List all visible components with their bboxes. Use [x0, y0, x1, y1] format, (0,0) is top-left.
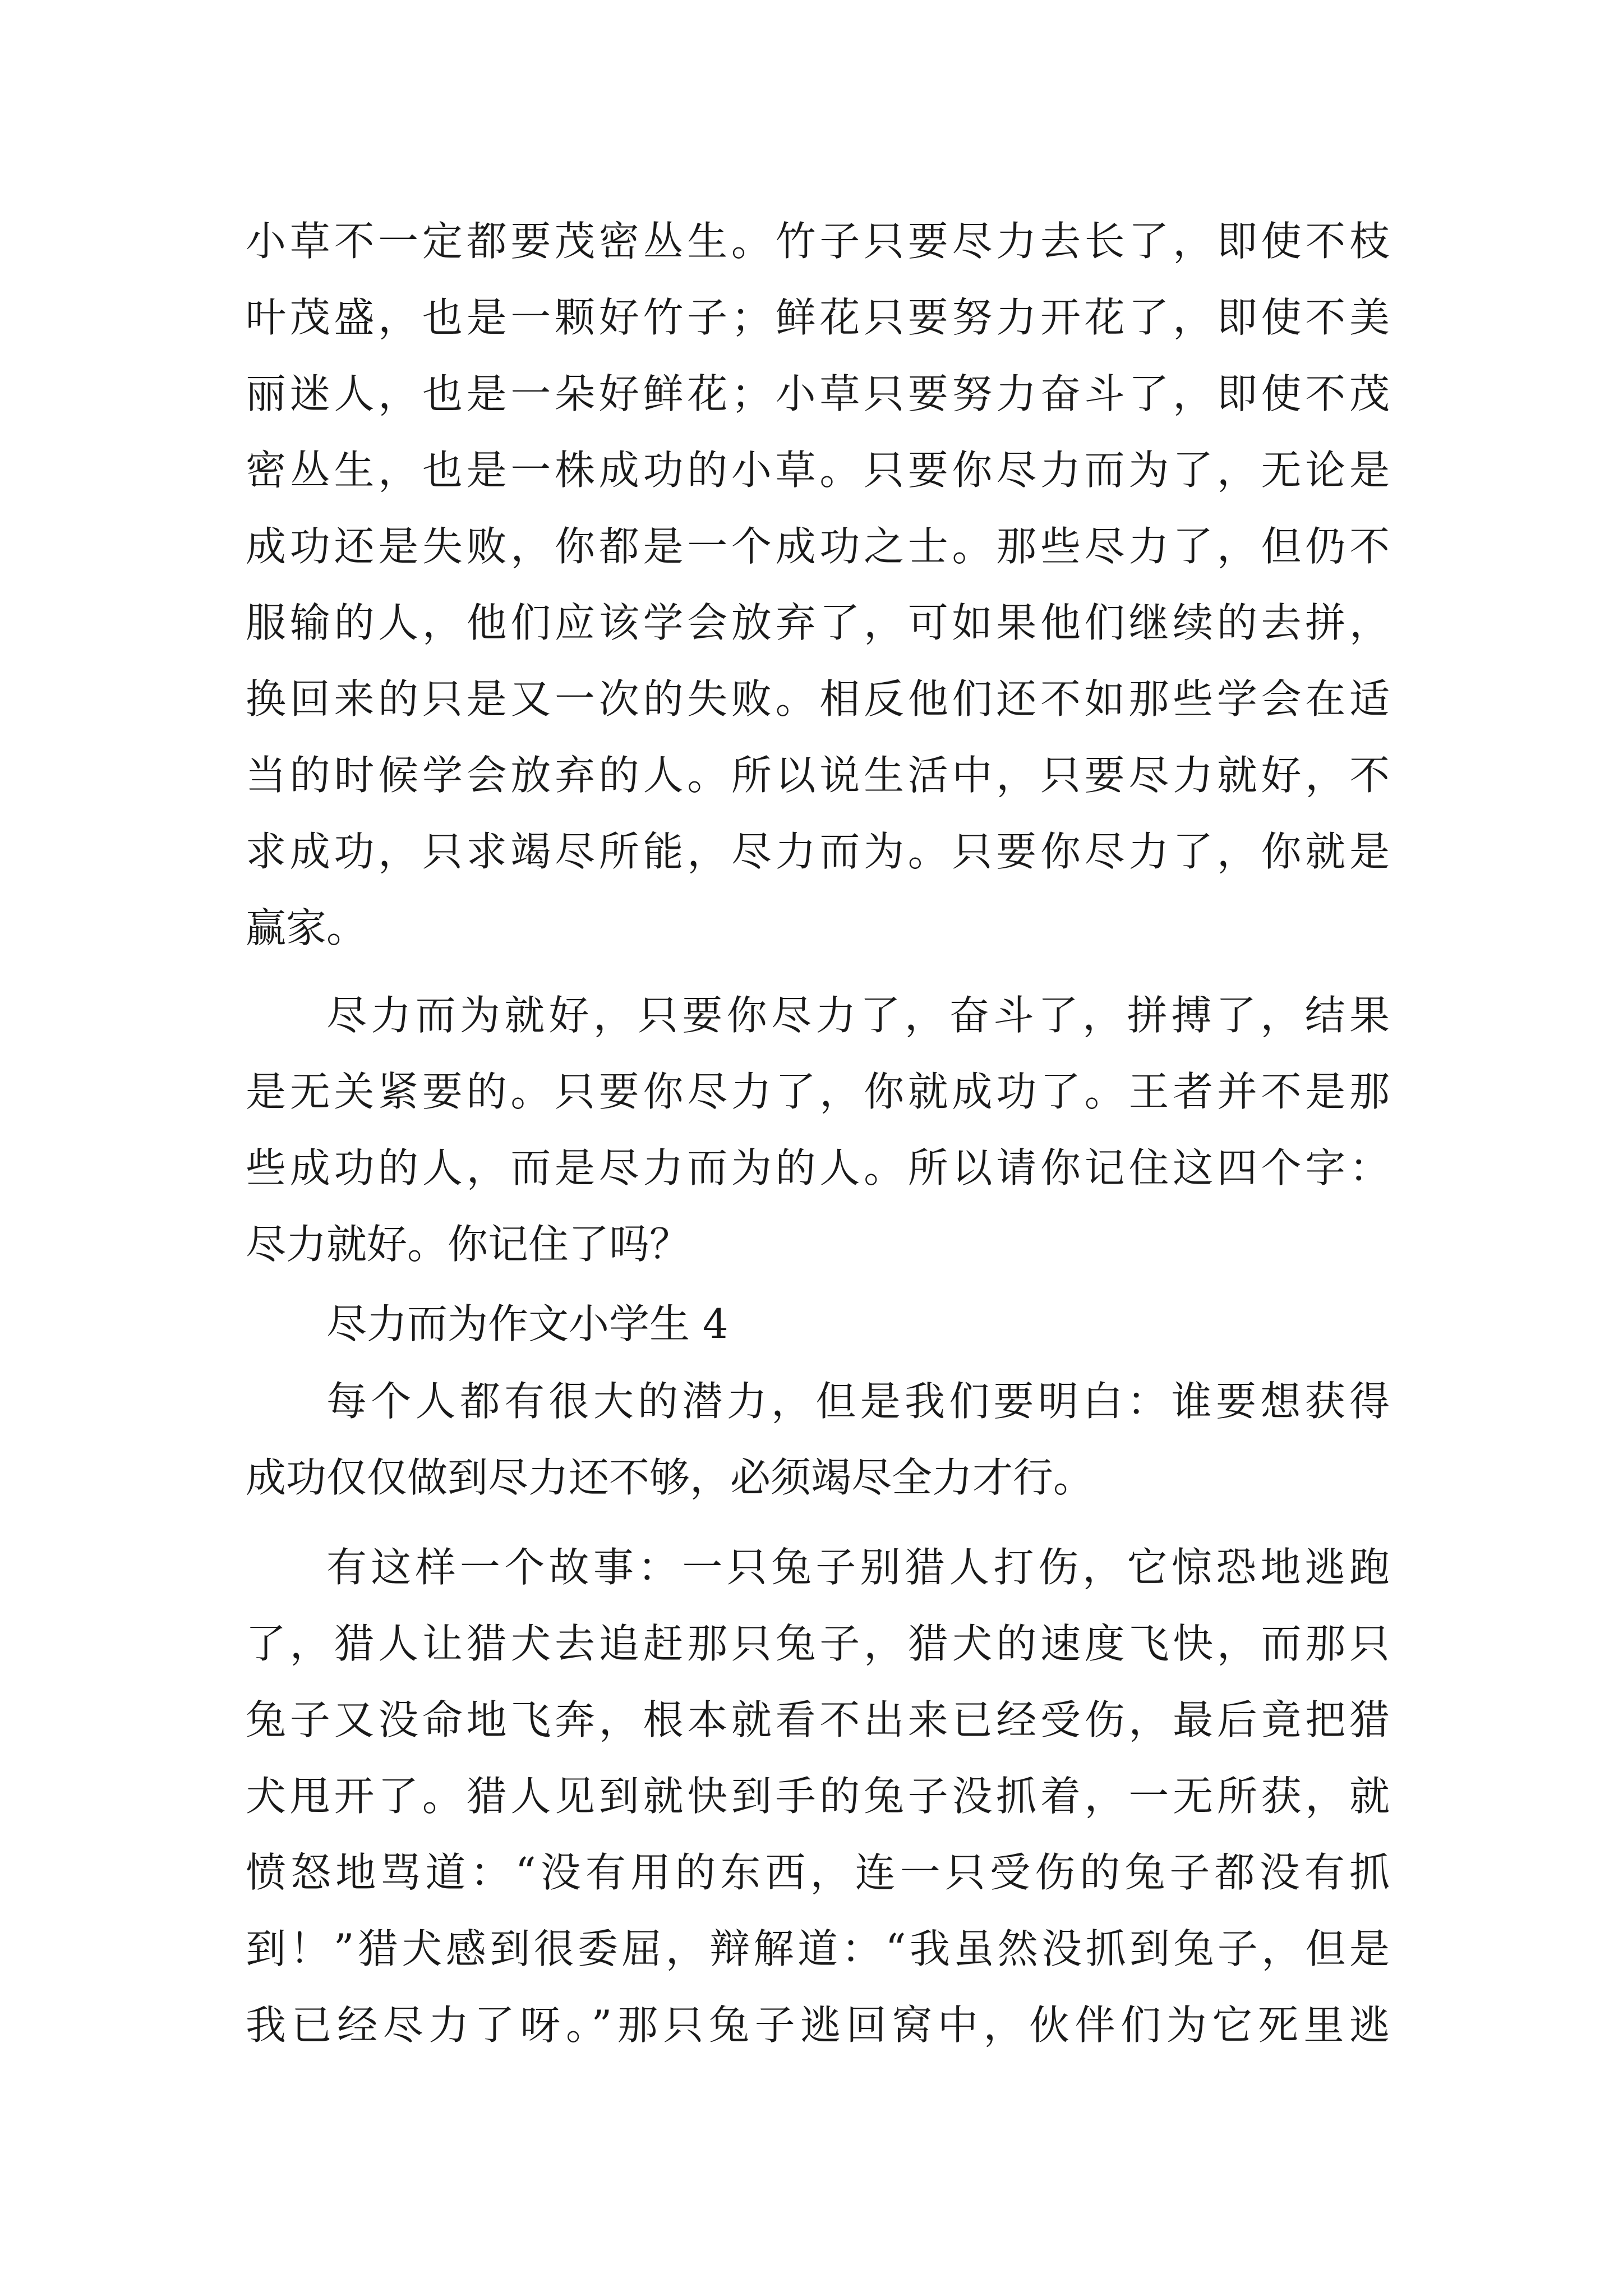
text-line: 小草不一定都要茂密丛生。竹子只要尽力去长了，即使不枝: [246, 218, 1390, 265]
text-line: 丽迷人，也是一朵好鲜花；小草只要努力奋斗了，即使不茂: [246, 370, 1390, 417]
paragraph-first-line: 有这样一个故事：一只兔子别猎人打伤，它惊恐地逃跑: [326, 1544, 1390, 1591]
text-line: 成功仅仅做到尽力还不够，必须竭尽全力才行。: [246, 1454, 1094, 1501]
text-line: 求成功，只求竭尽所能，尽力而为。只要你尽力了，你就是: [246, 828, 1390, 875]
text-line: 些成功的人，而是尽力而为的人。所以请你记住这四个字：: [246, 1144, 1390, 1191]
text-line: 密丛生，也是一株成功的小草。只要你尽力而为了，无论是: [246, 447, 1390, 494]
text-line: 犬甩开了。猎人见到就快到手的兔子没抓着，一无所获，就: [246, 1773, 1390, 1820]
paragraph-first-line: 尽力而为就好，只要你尽力了，奋斗了，拼搏了，结果: [326, 992, 1390, 1039]
text-line: 愤怒地骂道：“没有用的东西，连一只受伤的兔子都没有抓: [246, 1849, 1390, 1896]
text-line: 赢家。: [246, 904, 367, 951]
text-line: 换回来的只是又一次的失败。相反他们还不如那些学会在适: [246, 675, 1390, 723]
text-line: 服输的人，他们应该学会放弃了，可如果他们继续的去拼，: [246, 599, 1390, 646]
text-line: 当的时候学会放弃的人。所以说生活中，只要尽力就好，不: [246, 752, 1390, 799]
text-line: 我已经尽力了呀。”那只兔子逃回窝中，伙伴们为它死里逃: [246, 2001, 1390, 2049]
text-line: 叶茂盛，也是一颗好竹子；鲜花只要努力开花了，即使不美: [246, 294, 1390, 341]
text-line: 兔子又没命地飞奔，根本就看不出来已经受伤，最后竟把猎: [246, 1696, 1390, 1743]
text-line: 尽力就好。你记住了吗？: [246, 1221, 690, 1268]
text-line: 了，猎人让猎犬去追赶那只兔子，猎犬的速度飞快，而那只: [246, 1620, 1390, 1667]
text-line: 到！”猎犬感到很委屈，辩解道：“我虽然没抓到兔子，但是: [246, 1925, 1390, 1972]
paragraph-first-line: 每个人都有很大的潜力，但是我们要明白：谁要想获得: [326, 1378, 1390, 1425]
text-line: 是无关紧要的。只要你尽力了，你就成功了。王者并不是那: [246, 1068, 1390, 1115]
section-heading: 尽力而为作文小学生 4: [326, 1300, 728, 1347]
text-line: 成功还是失败，你都是一个成功之士。那些尽力了，但仍不: [246, 523, 1390, 570]
